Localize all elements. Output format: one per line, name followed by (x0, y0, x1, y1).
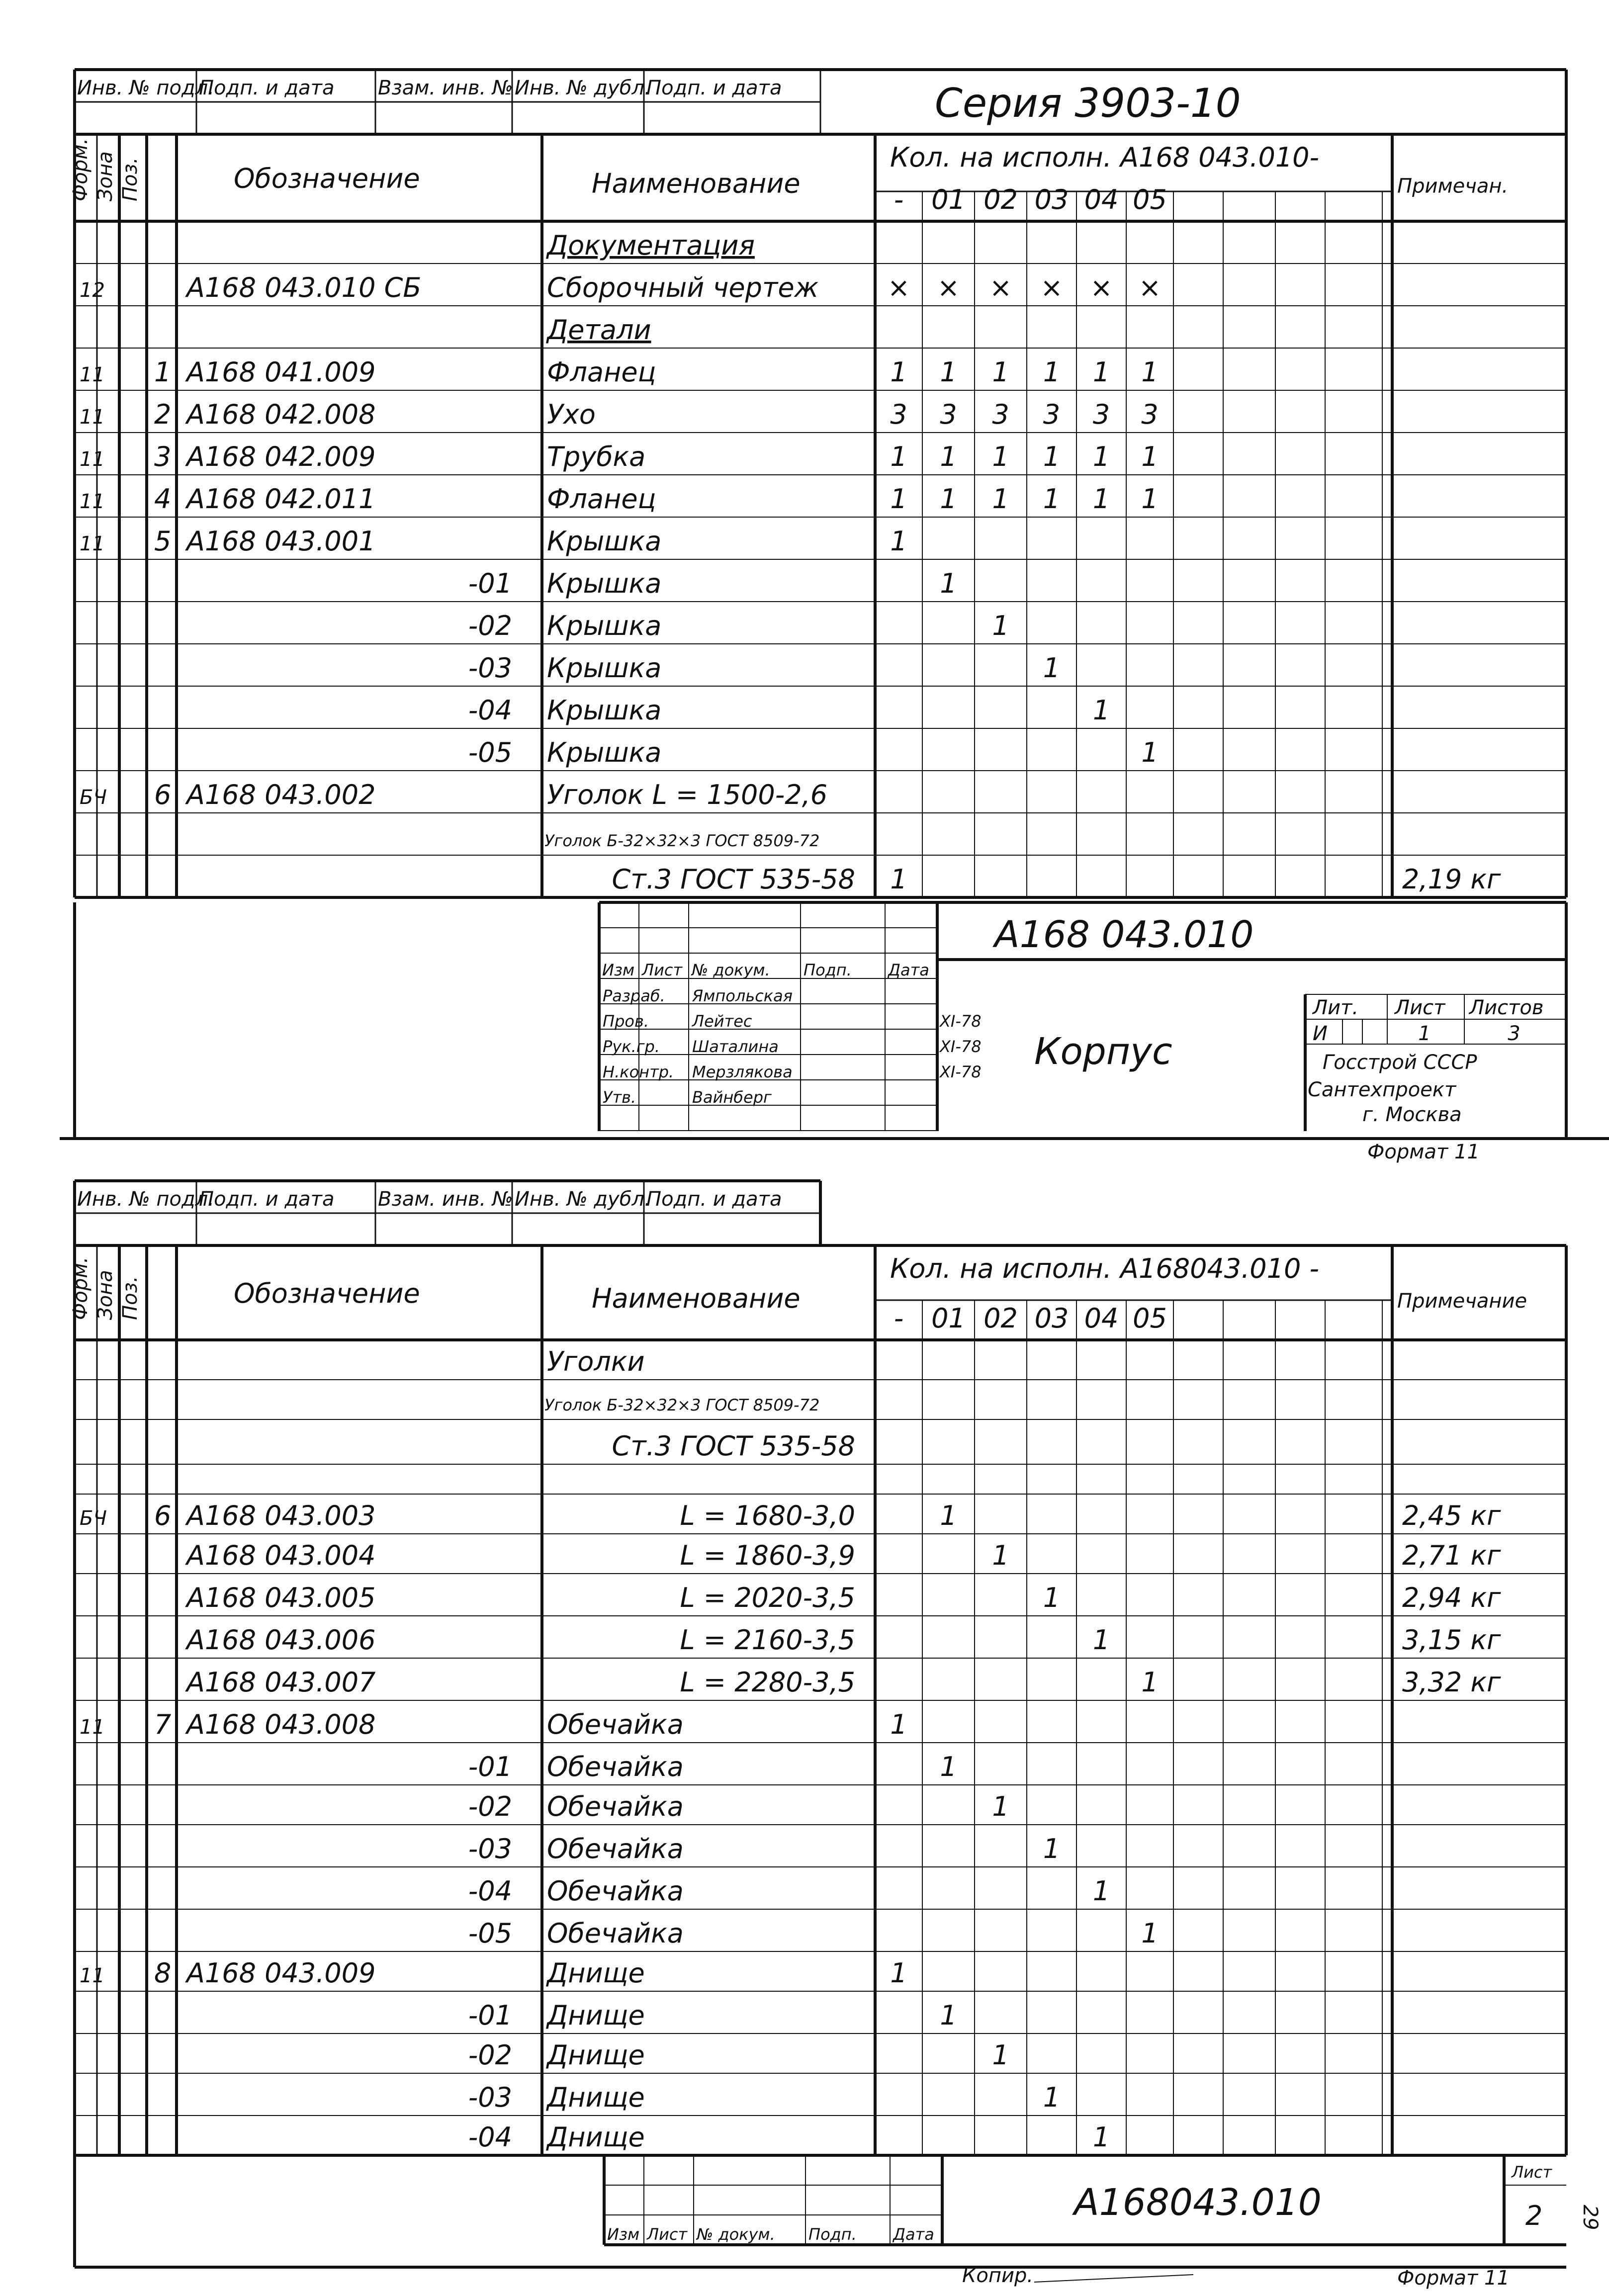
title-head-4: Дата (888, 961, 929, 979)
row-designation: А168 043.001 (186, 526, 376, 557)
header-qty-title: Кол. на исполн. А168 043.010- (890, 142, 1320, 173)
row-designation: А168 043.008 (186, 1709, 376, 1740)
row-designation: -02 (468, 1791, 512, 1822)
row-pos: 6 (154, 779, 172, 810)
row-pos: 5 (154, 526, 172, 557)
row-qty-2: 1 (992, 1791, 1009, 1822)
row-qty-1: 1 (940, 356, 957, 388)
row-format: 11 (80, 363, 105, 386)
row-name: Крышка (547, 568, 662, 599)
title-head-2: № докум. (692, 961, 770, 979)
row-qty-1: 1 (940, 2000, 957, 2031)
row-name: L = 1860-3,9 (680, 1540, 855, 1571)
row-note: 2,19 кг (1402, 864, 1501, 895)
sheet-value: 1 (1418, 1022, 1431, 1045)
org-line-1: Госстрой СССР (1323, 1051, 1477, 1074)
stamp-1: Инв. № подл. (77, 77, 214, 99)
copy-label: Копир. (962, 2264, 1034, 2287)
row-qty-1: 1 (940, 1500, 957, 1531)
row-designation: -03 (468, 1833, 512, 1864)
row-pos: 2 (154, 399, 172, 430)
row-qty-2: × (989, 272, 1012, 303)
row-format: БЧ (80, 1507, 107, 1530)
row-designation: А168 043.009 (186, 1957, 376, 1989)
title-head-3: Подп. (804, 961, 852, 979)
row-qty-1: 1 (940, 1751, 957, 1782)
row-name: Днище (547, 2121, 645, 2153)
title-person: Шаталина (692, 1037, 779, 1056)
row-designation: -05 (468, 737, 512, 768)
row-note: 2,45 кг (1402, 1500, 1501, 1531)
row-qty-3: 1 (1043, 483, 1061, 515)
row-name: Ухо (547, 399, 596, 430)
row-qty-2: 3 (992, 399, 1009, 430)
row-format: 11 (80, 490, 105, 513)
row-name: L = 2020-3,5 (680, 1582, 855, 1613)
header-qty-col-0: - (894, 184, 904, 215)
header-designation: Обозначение (234, 1278, 420, 1309)
row-designation: А168 043.005 (186, 1582, 376, 1613)
row-name: Днище (547, 2039, 645, 2071)
row-qty-1: × (937, 272, 960, 303)
row-designation: А168 042.008 (186, 399, 376, 430)
row-qty-1: 1 (940, 483, 957, 515)
row-qty-2: 1 (992, 2039, 1009, 2071)
row-qty-0: 1 (890, 1957, 907, 1989)
title-date: XI-78 (940, 1062, 982, 1081)
row-qty-5: 1 (1141, 737, 1159, 768)
row-name: Уголок L = 1500-2,6 (547, 779, 828, 810)
row-qty-5: × (1138, 272, 1162, 303)
title-head-1: Лист (642, 961, 683, 979)
row-format: БЧ (80, 786, 107, 809)
header-designation: Обозначение (234, 163, 420, 194)
row-qty-2: 1 (992, 483, 1009, 515)
format2-label: Формат 11 (1397, 2267, 1510, 2290)
row-name: Фланец (547, 356, 656, 388)
row-qty-4: 1 (1092, 2121, 1110, 2153)
row-pos: 8 (154, 1957, 172, 1989)
header-qty-col-1: 01 (931, 184, 966, 215)
sheets-label: Листов (1469, 996, 1544, 1019)
org-line-2: Сантехпроект (1308, 1078, 1456, 1101)
header-qty-col-2: 02 (983, 1303, 1018, 1334)
row-name: Уголки (547, 1346, 645, 1377)
title-head-0: Изм (602, 961, 635, 979)
row-name: Обечайка (547, 1751, 684, 1782)
row-pos: 7 (154, 1709, 172, 1740)
title2-head-4: Дата (893, 2225, 934, 2244)
row-designation: -01 (468, 1751, 512, 1782)
row-note: 3,15 кг (1402, 1624, 1501, 1656)
row-qty-2: 1 (992, 356, 1009, 388)
row-designation: А168 041.009 (186, 356, 376, 388)
sheets-value: 3 (1508, 1022, 1520, 1045)
row-name: Уголок Б-32×32×3 ГОСТ 8509-72 (544, 1396, 820, 1414)
row-qty-1: 1 (940, 568, 957, 599)
row-designation: А168 042.009 (186, 441, 376, 472)
row-qty-4: 3 (1092, 399, 1110, 430)
title-date: XI-78 (940, 1037, 982, 1056)
row-name: Днище (547, 2082, 645, 2113)
row-note: 3,32 кг (1402, 1667, 1501, 1698)
row-name: Крышка (547, 652, 662, 684)
row-qty-4: 1 (1092, 1624, 1110, 1656)
row-qty-5: 1 (1141, 483, 1159, 515)
row-qty-0: 1 (890, 441, 907, 472)
title2-head-2: № докум. (697, 2225, 775, 2244)
title2-head-3: Подп. (808, 2225, 857, 2244)
title2-sheet-label: Лист (1512, 2163, 1552, 2182)
org-line-3: г. Москва (1362, 1103, 1462, 1126)
row-pos: 4 (154, 483, 172, 515)
row-name: Крышка (547, 737, 662, 768)
row-qty-2: 1 (992, 441, 1009, 472)
title2-head-1: Лист (647, 2225, 688, 2244)
title-doc-number: А168 043.010 (994, 913, 1254, 956)
row-qty-3: 1 (1043, 652, 1061, 684)
header-note: Примечан. (1397, 175, 1509, 198)
title2-doc-number: А168043.010 (1074, 2181, 1322, 2224)
row-qty-3: 1 (1043, 441, 1061, 472)
row-qty-0: 1 (890, 526, 907, 557)
header-qty-col-2: 02 (983, 184, 1018, 215)
row-qty-4: × (1090, 272, 1113, 303)
stamp-4: Инв. № дубл. (515, 77, 651, 99)
row-name: Ст.3 ГОСТ 535-58 (612, 1430, 855, 1462)
title-role: Разраб. (603, 986, 665, 1005)
row-designation: А168 042.011 (186, 483, 376, 515)
row-name: Сборочный чертеж (547, 272, 819, 303)
header-pos: Поз. (119, 157, 142, 201)
row-designation: -03 (468, 2082, 512, 2113)
row-qty-3: 3 (1043, 399, 1061, 430)
row-name: L = 2160-3,5 (680, 1624, 855, 1656)
row-designation: -04 (468, 2121, 512, 2153)
row-name: Трубка (547, 441, 646, 472)
header-format: Форм. (69, 1256, 92, 1320)
row-qty-4: 1 (1092, 483, 1110, 515)
row-name: Крышка (547, 695, 662, 726)
series-title: Серия 3903-10 (935, 80, 1241, 126)
title-person: Лейтес (692, 1012, 752, 1031)
header-qty-col-5: 05 (1133, 1303, 1167, 1334)
row-name: L = 2280-3,5 (680, 1667, 855, 1698)
row-format: 11 (80, 406, 105, 429)
row-qty-2: 1 (992, 610, 1009, 641)
stamp-3: Взам. инв. № (378, 77, 513, 99)
stamp-5: Подп. и дата (646, 1188, 782, 1211)
row-designation: -02 (468, 2039, 512, 2071)
row-qty-0: 1 (890, 864, 907, 895)
row-qty-3: × (1040, 272, 1063, 303)
row-qty-4: 1 (1092, 1875, 1110, 1907)
row-qty-4: 1 (1092, 441, 1110, 472)
row-qty-0: 1 (890, 1709, 907, 1740)
row-qty-3: 1 (1043, 356, 1061, 388)
row-designation: А168 043.007 (186, 1667, 376, 1698)
row-pos: 3 (154, 441, 172, 472)
row-designation: -02 (468, 610, 512, 641)
header-qty-col-3: 03 (1034, 184, 1069, 215)
row-qty-0: 1 (890, 356, 907, 388)
stamp-2: Подп. и дата (199, 77, 335, 99)
row-note: 2,71 кг (1402, 1540, 1501, 1571)
title-person: Вайнберг (692, 1088, 772, 1107)
row-note: 2,94 кг (1402, 1582, 1501, 1613)
title-role: Пров. (603, 1012, 649, 1031)
row-name: L = 1680-3,0 (680, 1500, 855, 1531)
row-qty-5: 1 (1141, 1667, 1159, 1698)
row-qty-0: × (887, 272, 910, 303)
header-qty-col-5: 05 (1133, 184, 1167, 215)
header-qty-col-1: 01 (931, 1303, 966, 1334)
stamp-1: Инв. № подл. (77, 1188, 214, 1211)
row-designation: -03 (468, 652, 512, 684)
row-qty-5: 1 (1141, 441, 1159, 472)
header-name: Наименование (592, 168, 801, 199)
row-name: Документация (547, 230, 755, 261)
title-role: Рук.гр. (603, 1037, 660, 1056)
row-qty-2: 1 (992, 1540, 1009, 1571)
header-pos: Поз. (119, 1276, 142, 1320)
row-name: Днище (547, 1957, 645, 1989)
row-qty-5: 3 (1141, 399, 1159, 430)
row-format: 12 (80, 279, 105, 302)
row-name: Обечайка (547, 1833, 684, 1864)
title-role: Утв. (603, 1088, 636, 1107)
header-zone: Зона (94, 1270, 117, 1320)
row-qty-0: 1 (890, 483, 907, 515)
row-qty-3: 1 (1043, 1833, 1061, 1864)
row-designation: А168 043.004 (186, 1540, 376, 1571)
row-qty-1: 3 (940, 399, 957, 430)
row-qty-4: 1 (1092, 695, 1110, 726)
row-name: Крышка (547, 526, 662, 557)
header-format: Форм. (69, 138, 92, 201)
header-qty-col-4: 04 (1084, 1303, 1119, 1334)
header-qty-col-3: 03 (1034, 1303, 1069, 1334)
row-name: Обечайка (547, 1791, 684, 1822)
row-pos: 6 (154, 1500, 172, 1531)
row-name: Обечайка (547, 1875, 684, 1907)
title2-sheet-value: 2 (1525, 2200, 1543, 2231)
row-name: Обечайка (547, 1918, 684, 1949)
row-qty-3: 1 (1043, 2082, 1061, 2113)
row-name: Обечайка (547, 1709, 684, 1740)
row-format: 11 (80, 1964, 105, 1987)
row-qty-1: 1 (940, 441, 957, 472)
row-designation: А168 043.003 (186, 1500, 376, 1531)
row-designation: -04 (468, 695, 512, 726)
sheet-label: Лист (1395, 996, 1445, 1019)
header-zone: Зона (94, 151, 117, 201)
title-date: XI-78 (940, 1012, 982, 1031)
stamp-5: Подп. и дата (646, 77, 782, 99)
title-person: Ямпольская (692, 986, 793, 1005)
header-qty-col-4: 04 (1084, 184, 1119, 215)
row-format: 11 (80, 1716, 105, 1739)
row-name: Днище (547, 2000, 645, 2031)
row-qty-4: 1 (1092, 356, 1110, 388)
row-name: Уголок Б-32×32×3 ГОСТ 8509-72 (544, 831, 820, 850)
row-qty-0: 3 (890, 399, 907, 430)
header-name: Наименование (592, 1283, 801, 1314)
row-name: Детали (547, 314, 651, 346)
stamp-4: Инв. № дубл. (515, 1188, 651, 1211)
row-designation: А168 043.006 (186, 1624, 376, 1656)
header-note: Примечание (1397, 1290, 1527, 1313)
stamp-3: Взам. инв. № (378, 1188, 513, 1211)
row-qty-5: 1 (1141, 1918, 1159, 1949)
title-role: Н.контр. (603, 1062, 674, 1081)
row-designation: -05 (468, 1918, 512, 1949)
header-qty-title: Кол. на исполн. А168043.010 - (890, 1253, 1320, 1284)
header-qty-col-0: - (894, 1303, 904, 1334)
stamp-2: Подп. и дата (199, 1188, 335, 1211)
title2-head-0: Изм (607, 2225, 640, 2244)
title-name: Корпус (1034, 1030, 1172, 1073)
row-pos: 1 (154, 356, 172, 388)
row-qty-5: 1 (1141, 356, 1159, 388)
lit-value: И (1313, 1022, 1328, 1045)
lit-label: Лит. (1313, 996, 1359, 1019)
row-designation: А168 043.010 СБ (186, 272, 422, 303)
format-label: Формат 11 (1367, 1141, 1480, 1163)
row-name: Ст.3 ГОСТ 535-58 (612, 864, 855, 895)
row-name: Фланец (547, 483, 656, 515)
row-designation: -04 (468, 1875, 512, 1907)
row-format: 11 (80, 448, 105, 471)
row-format: 11 (80, 532, 105, 555)
row-designation: А168 043.002 (186, 779, 376, 810)
row-designation: -01 (468, 2000, 512, 2031)
title-person: Мерзлякова (692, 1062, 793, 1081)
row-name: Крышка (547, 610, 662, 641)
row-qty-3: 1 (1043, 1582, 1061, 1613)
row-designation: -01 (468, 568, 512, 599)
margin-number: 29 (1579, 2205, 1602, 2230)
